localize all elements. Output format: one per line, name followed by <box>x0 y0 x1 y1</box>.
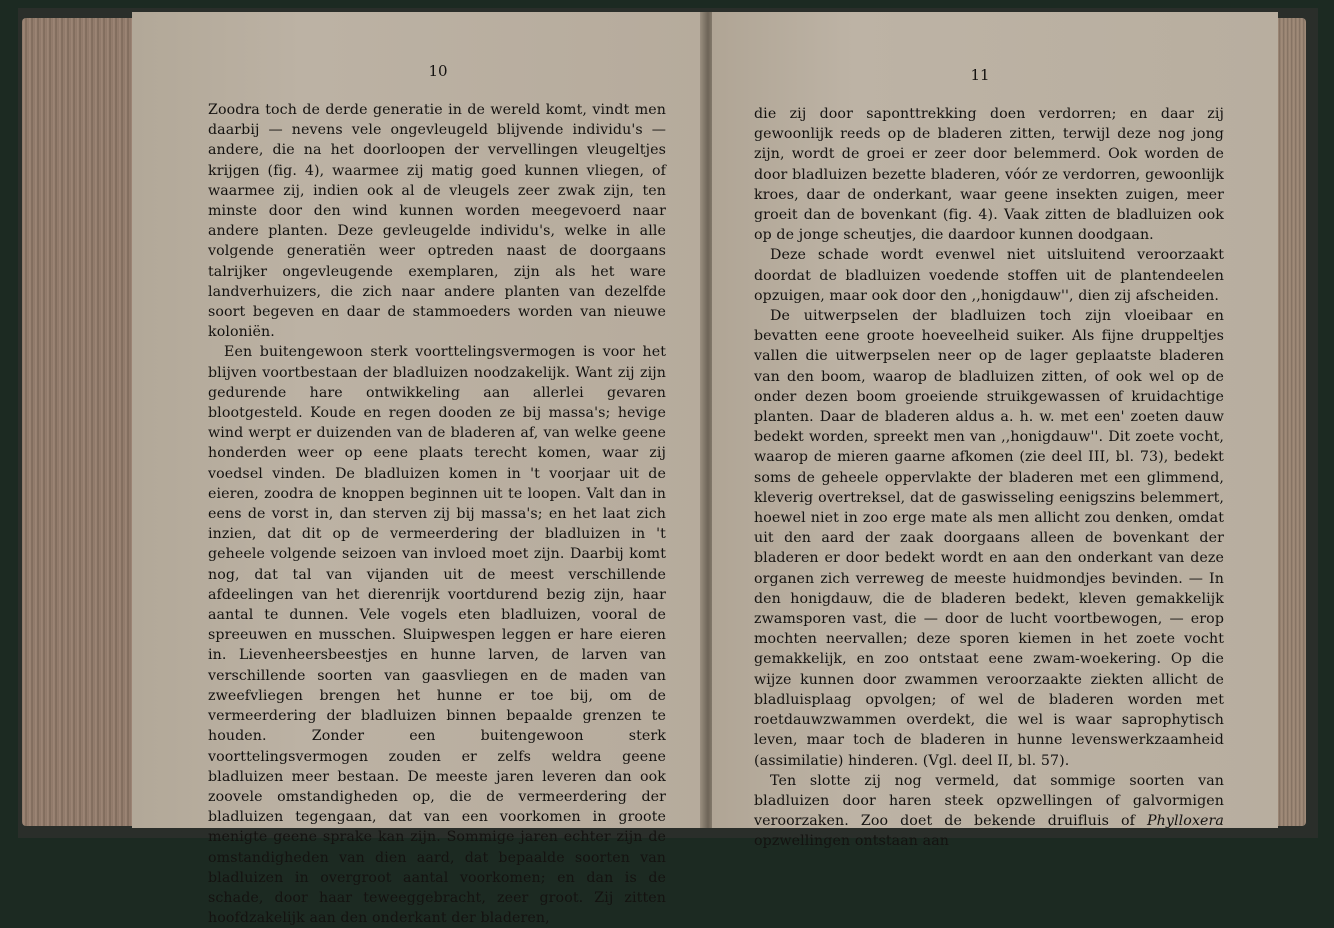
paragraph-text: opzwellingen ontstaan aan <box>754 833 949 850</box>
page-edges-left <box>22 18 142 826</box>
italic-term: Phylloxera <box>1147 813 1224 830</box>
paragraph: die zij door saponttrekking doen verdorren; en daar zij gewoonlijk reeds op de bladeren zitten, terwijl deze nog jong zijn, wordt de groei er zeer door belemmerd. Ook worden de door bladluizen bezette bladeren, vóór ze verdorren, gewoonlijk kroes, daar de onderkant, waar geene insekten zuigen, meer groeit dan de bovenkant (fig. 4). Vaak zitten de bladluizen ook op de jonge scheutjes, die daardoor kunnen doodgaan. <box>754 106 1224 244</box>
right-page <box>712 12 1278 850</box>
paragraph: De uitwerpselen der bladluizen toch zijn vloeibaar en bevatten eene groote hoeveelheid suiker. Als fijne druppeltjes vallen die uitwerpselen neer op de lager geplaatste bladeren van den boom, waarop de bladluizen zitten, of ook wel op de onder dezen boom groeiende struikgewassen of kruidachtige planten. Daar de bladeren aldus a. h. w. met een' zoeten dauw bedekt worden, spreekt men van ,,honigdauw''. Dit zoete vocht, waarop de mieren gaarne afkomen (zie deel III, bl. 73), bedekt soms de geheele oppervlakte der bladeren met een glimmend, kleverig overtreksel, dat de gaswisseling eenigszins belemmert, hoewel niet in zoo erge mate als men allicht zou denken, omdat uit den aard der zaak doorgaans alleen de bovenkant der bladeren er door bedekt wordt en aan den onderkant van deze organen zich verreweg de meeste huidmondjes bevinden. — In den honigdauw, die de bladeren bedekt, kleven gemakkelijk zwamsporen vast, die — door de lucht voortbewogen, — erop mochten neervallen; deze sporen kiemen in het zoete vocht gemakkelijk, en zoo ontstaat eene zwam-woekering. Op die wijze kunnen door zwammen veroorzaakte ziekten allicht de bladluisplaag opvolgen; of wel de bladeren worden met roetdauwzwammen overdekt, die wel is waar saprophytisch leven, maar toch de bladeren in hunne levenswerkzaamheid (assimilatie) hinderen. (Vgl. deel II, bl. 57). <box>754 308 1224 769</box>
page-number-left: 10 <box>428 62 448 80</box>
paragraph <box>754 771 1224 852</box>
paragraph: Deze schade wordt evenwel niet uitsluitend veroorzaakt doordat de bladluizen voedende stoffen uit de plantendeelen opzuigen, maar ook door den ,,honigdauw'', dien zij afscheiden. <box>754 247 1224 304</box>
right-page-text <box>754 104 1224 852</box>
paragraph: Een buitengewoon sterk voorttelingsvermogen is voor het blijven voortbestaan der bladluizen noodzakelijk. Want zij zijn gedurende hare ontwikkeling aan allerlei gevaren blootgesteld. Koude en regen dooden ze bij massa's; hevige wind werpt er duizenden van de bladeren af, van welke geene honderden weer op eene plaats terecht komen, waar zij voedsel vinden. De bladluizen komen in 't voorjaar uit de eieren, zoodra de knoppen beginnen uit te loopen. Valt dan in eens de vorst in, dan sterven zij bij massa's; en het laat zich inzien, dat dit op de vermeerdering der bladluizen in 't geheele volgende seizoen van invloed moet zijn. Daarbij komt nog, dat tal van vijanden uit de meest verschillende afdeelingen van het dierenrijk voortdurend bezig zijn, haar aantal te dunnen. Vele vogels eten bladluizen, vooral de spreeuwen en musschen. Sluipwespen leggen er hare eieren in. Lievenheersbeestjes en hunne larven, de larven van verschillende soorten van gaasvliegen en de maden van zweefvliegen brengen het hunne er toe bij, om de vermeerdering der bladluizen binnen bepaalde grenzen te houden. Zonder een buitengewoon sterk voorttelingsvermogen zouden er zelfs weldra geene bladluizen meer bestaan. De meeste jaren leveren dan ook zoovele omstandigheden op, die de vermeerdering der bladluizen tegengaan, dat van een voorkomen in groote menigte geene sprake kan zijn. Sommige jaren echter zijn de omstandigheden van dien aard, dat bepaalde soorten van bladluizen in overgroot aantal voorkomen; en dan is de schade, door haar teweeggebracht, zeer groot. Zij zitten hoofdzakelijk aan den onderkant der bladeren, <box>208 344 666 927</box>
left-page <box>132 12 706 927</box>
left-page-text <box>208 100 666 928</box>
paragraph: Zoodra toch de derde generatie in de wereld komt, vindt men daarbij — nevens vele ongevleugeld blijvende individu's — andere, die na het doorloopen der vervellingen vleugeltjes krijgen (fig. 4), waarmee zij matig goed kunnen vliegen, of waarmee zij, indien ook al de vleugels zeer zwak zijn, ten minste door den wind kunnen worden meegevoerd naar andere planten. Deze gevleugelde individu's, welke in alle volgende generatiën weer optreden naast de doorgaans talrijker ongevleugende exemplaren, zijn als het ware landverhuizers, die zich naar andere planten van dezelfde soort begeven en daar de stammoeders worden van nieuwe koloniën. <box>208 102 666 341</box>
page-number-right: 11 <box>970 66 990 84</box>
paragraph-text: Ten slotte zij nog vermeld, dat sommige soorten van bladluizen door haren steek opzwellingen of galvormigen veroorzaken. Zoo doet de bekende druifluis of <box>754 772 1224 830</box>
